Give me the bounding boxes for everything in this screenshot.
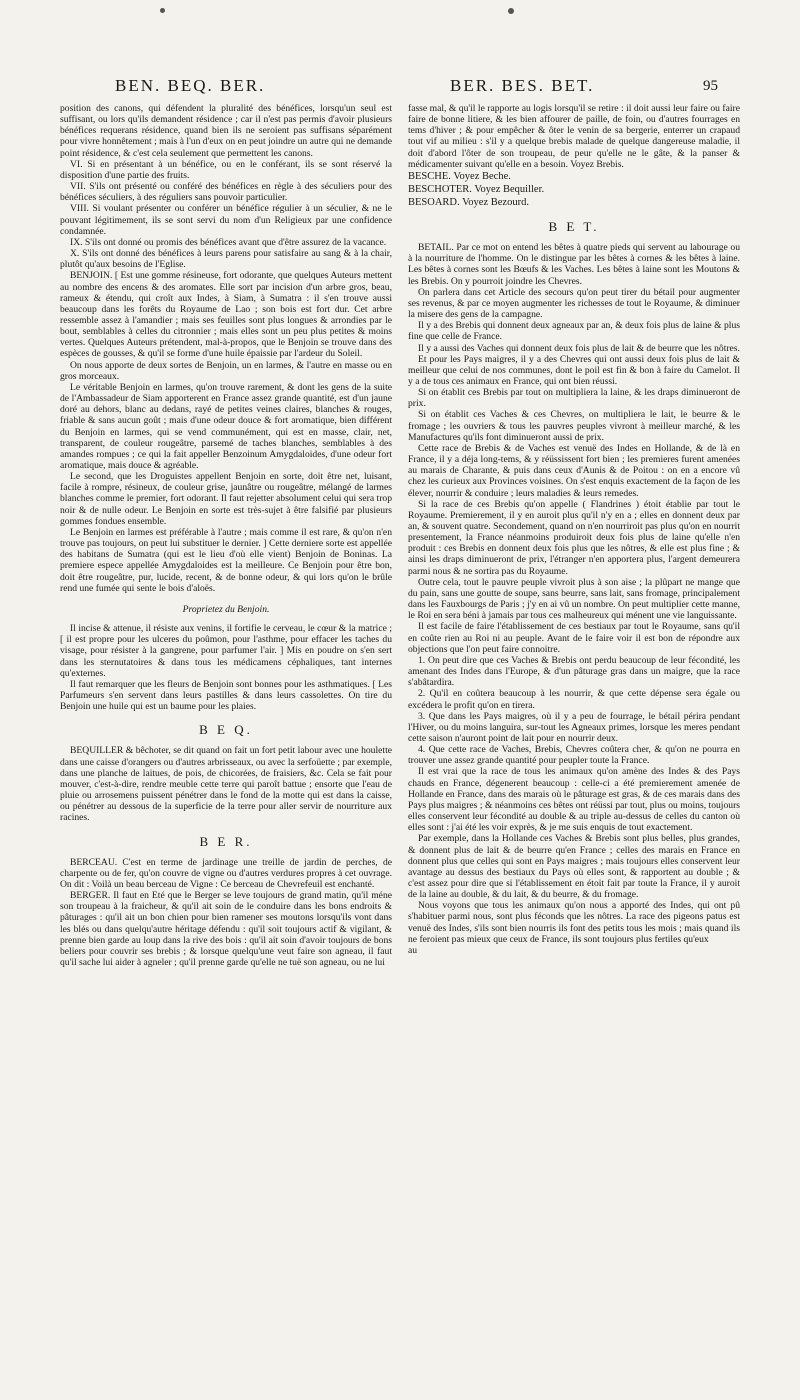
left-paragraph: position des canons, qui défendent la pluralité des bénéfices, lorsqu'un seul est suffisant, ou lors qu'ils demandent résidence ; car il n'est pas permis d'avoir plusieurs bénéfices requerans résidence, quand bien ils ne seroient pas suffisans séparément pour vivre honnêtement ; mais à l'un d'eux on en peut joindre un autre qui ne demande point résidence, & c'est cela seulement que permettent les canons.	[60, 103, 392, 159]
right-paragraph: 2. Qu'il en coûtera beaucoup à les nourrir, & que cette dépense sera égale ou excédera le profit qu'on en tirera.	[408, 688, 740, 711]
left-paragraph: Le Benjoin en larmes est préférable à l'autre ; mais comme il est rare, & qu'on n'en trouve pas toujours, on peut lui substituer le dernier. ] Cette derniere sorte est appellée des habitans de Sumatra (qui est le lieu d'où elle vient) Benjoin de Boninas. La premiere espece appellée Amygdaloides est la meilleure. Ce Benjoin pour être bon, doit être rougeâtre, pur, lucide, recent, & de bonne odeur, & qui lors qu'on le brûle rend une fumée qui sente le bois d'aloës.	[60, 526, 392, 594]
right-column	[408, 103, 740, 956]
left-paragraph: IX. S'ils ont donné ou promis des bénéfices avant que d'être assurez de la vacance.	[70, 236, 387, 248]
left-paragraph: VII. S'ils ont présenté ou conféré des bénéfices en règle à des séculiers pour des bénéfices séculiers, à des réguliers sans pouvoir particulier.	[60, 181, 392, 204]
left-paragraph: VI. Si en présentant à un bénéfice, ou en le conférant, ils se sont réservé la disposition d'une partie des fruits.	[60, 158, 392, 181]
right-paragraph: Si on établit ces Brebis par tout on multipliera la laine, & les draps diminueront de prix.	[408, 387, 740, 410]
left-paragraph: BERGER. Il faut en Eté que le Berger se leve toujours de grand matin, qu'il méne son troupeau à la fraicheur, & qu'il ait soin de le conduire dans les bons endroits & pâturages : qu'il ait un bon chien pour bien ramener ses moutons lorsqu'ils vont dans les blés ou dans quelqu'autre héritage défendu : qu'il soit toujours actif & vigilant, & prenne bien garde au loup dans la rive des bois : qu'il ait soin d'avoir toujours de bons beliers pour couvrir ses brebis ; & lorsque quelqu'une veut faire son agneau, il faut qu'il sache lui aider à agneler ; qu'il prenne garde qu'elle ne tuë son agneau, ou ne lui	[60, 890, 392, 969]
right-paragraph: Il est facile de faire l'établissement de ces bestiaux par tout le Royaume, sans qu'il en coûte rien au Roi ni au peuple. Avant de le faire voir il est bon de répondre aux objections que l'on peut faire connoitre.	[408, 621, 740, 655]
right-paragraph: 3. Que dans les Pays maigres, où il y a peu de fourrage, le bétail périra pendant l'Hiver, ou du moins languira, sur-tout les Agneaux primes, lorsque les meres pendant cette saison n'auront point de lait pour en nourrir deux.	[408, 710, 740, 744]
right-paragraph: Il y a des Brebis qui donnent deux agneaux par an, & deux fois plus de laine & plus fine que celle de France.	[408, 320, 740, 343]
right-paragraph: fasse mal, & qu'il le rapporte au logis lorsqu'il se retire : il doit aussi leur faire ou faire faire de bonne litiere, & les bien affourer de paille, de foin, ou d'autres fourrages en tems d'hiver ; & pour empêcher & ôter le venin de sa bergerie, enterrer un crapaud tout vif au milieu : s'il y a quelque brebis malade de quelque dangereuse maladie, il doit d'abord l'ôter de son troupeau, de peur qu'elle ne le gâte, & la panser & médicamenter suivant qu'elle en a besoin. Voyez Brebis.	[408, 103, 740, 170]
right-paragraph: 1. On peut dire que ces Vaches & Brebis ont perdu beaucoup de leur fécondité, les amenant des Indes dans l'Europe, & d'un pâturage gras dans un maigre, que la race s'abâtardira.	[408, 654, 740, 689]
right-paragraph: Il y a aussi des Vaches qui donnent deux fois plus de lait & de beurre que les nôtres.	[418, 342, 740, 354]
running-header	[0, 76, 800, 100]
left-paragraph: BEQUILLER & bêchoter, se dit quand on fait un fort petit labour avec une houlette dans une caisse d'orangers ou d'autres arbrisseaux, ou avec la serfoüette ; par exemple, dans une planche de laitues, de pois, de chicorées, de fraisiers, &c. Cela se fait pour mouver, c'est-à-dire, rendre meuble cette terre qui paroît battue ; ensorte que l'eau de pluie ou arrosemens puissent pénétrer dans le fond de la motte qui est dans la caisse, ou pénétrer au dessous de la superficie de la terre pour aller servir de nourriture aux racines.	[60, 745, 392, 824]
left-paragraph: BENJOIN. [ Est une gomme résineuse, fort odorante, que quelques Auteurs mettent au nombre des encens & des aromates. Elle sort par incision d'un arbre gros, beau, rameux & étendu, qui croît aux Indes, à Siam, à Sumatra : il s'en trouve aussi beaucoup dans les forêts du Royaume de Lao ; son bois est fort dur. Cet arbre ressemble assez à l'amandier ; mais ses feuilles sont plus longues & arrondies par le bout, semblables à celles du citronnier ; mais elles sont un peu plus petites & moins vertes. Quelques Auteurs prétendent, mal-à-propos, que le Benjoin se trouve dans des espèces de gousses, & qu'il se forme d'une huile épaissie par l'ardeur du Soleil.	[60, 270, 392, 360]
right-cross-reference: BESOARD. Voyez Bezourd.	[408, 196, 529, 208]
left-paragraph: On nous apporte de deux sortes de Benjoin, un en larmes, & l'autre en masse ou en gros morceaux.	[60, 359, 392, 382]
header-left-keywords: BEN. BEQ. BER.	[115, 76, 266, 95]
right-paragraph: au	[408, 944, 418, 956]
page-number: 95	[703, 78, 718, 94]
ink-spot	[160, 8, 165, 13]
right-paragraph: BETAIL. Par ce mot on entend les bêtes à quatre pieds qui servent au labourage ou à la nourriture de l'homme. On le distingue par les bêtes à cornes & les bêtes à laine. Les bêtes à cornes sont les Bœufs & les Vaches. Les bêtes à laine sont les Moutons & les Brebis. On y pourroit joindre les Chevres.	[408, 242, 740, 287]
left-paragraph: Il incise & attenue, il résiste aux venins, il fortifie le cerveau, le cœur & la matrice ; [ il est propre pour les ulceres du poûmon, pour l'asthme, pour effacer les taches du visage, pour résister à la gangrene, pour parfumer l'air. ] Mis en poudre on s'en sert dans les sternutatoires & dans tous les médicamens céphaliques, tant internes qu'externes.	[60, 623, 392, 679]
right-paragraph: 4. Que cette race de Vaches, Brebis, Chevres coûtera cher, & qu'on ne pourra en trouver une assez grande quantité pour peupler toute la France.	[408, 744, 740, 767]
right-paragraph: Par exemple, dans la Hollande ces Vaches & Brebis sont plus belles, plus grandes, & donnent plus de lait & de beurre qu'en France ; celles des marais en France en donnent plus que celles qui sont en Pays maigres ; mais toujours elles conservent leur avantage au dessus des bestiaux du Pays où elles sont, & rapportent au double ; & c'est assez pour dire que si l'établissement en étoit fait par toute la France, il y auroit de la laine au double, & du lait, & du beurre, & du fromage.	[408, 833, 740, 901]
right-paragraph: Cette race de Brebis & de Vaches est venuë des Indes en Hollande, & de là en France, il y a déja long-tems, & y réüssissent fort bien ; les premieres furent amenées au marais de Charante, & puis dans ceux d'Aunis & de Poitou : on en a encore vû chez les curieux aux Provinces voisines. On s'est enquis exactement de la façon de les élever, nourrir & conduire ; leurs maladies & leurs remedes.	[408, 442, 740, 499]
header-right-keywords: BER. BES. BET.	[450, 76, 595, 95]
left-paragraph: X. S'ils ont donné des bénéfices à leurs parens pour satisfaire au sang & à la chair, plutôt qu'aux besoins de l'Eglise.	[60, 248, 392, 271]
right-paragraph: Il est vrai que la race de tous les animaux qu'on amène des Indes & des Pays chauds en France, dégenerent beaucoup : celle-ci a été premierement amenée de Hollande en France, dans des marais où le pâturage est gras, & de ces marais dans des Pays plus maigres ; & néanmoins ces bêtes ont réüssi par tout, plus ou moins, toujours elles conservent leur fécondité au double & au triple au-dessus de celles du canton où elles sont : j'ai été les voir exprès, & je me suis enquis de tout exactement.	[408, 766, 740, 834]
right-paragraph: Et pour les Pays maigres, il y a des Chevres qui ont aussi deux fois plus de lait & meilleur que celui de nos communes, dont le poil est fin & bon à faire du Camelot. Il y a de tous ces animaux en France, qui ont bien réussi.	[408, 353, 740, 387]
left-section-heading: B E R.	[199, 833, 253, 849]
left-subheading: Proprietez du Benjoin.	[182, 603, 270, 615]
left-paragraph: VIII. Si voulant présenter ou conférer un bénéfice régulier à un séculier, & ne le pouvant légitimement, ils se sont servi du nom d'un Religieux par une confidence condamnée.	[60, 203, 392, 237]
right-paragraph: Outre cela, tout le pauvre peuple vivroit plus à son aise ; la plûpart ne mange que du pain, sans une goutte de soupe, sans beurre, sans lait, sans fromage, principalement dans les Fauxbourgs de Paris ; j'y en ai vû un nombre. On peut multiplier cette manne, le Roi en sera béni à jamais par tous ces malheureux qui ménent une vie languissante.	[408, 576, 740, 622]
right-paragraph: Si on établit ces Vaches & ces Chevres, on multipliera le lait, le beurre & le fromage ; les ouvriers & tous les pauvres peuples vivront à meilleur marché, & les Manufactures qu'ils font diminueront aussi de prix.	[408, 409, 740, 443]
left-paragraph: Le véritable Benjoin en larmes, qu'on trouve rarement, & dont les gens de la suite de l'Ambassadeur de Siam apporterent en France assez grande quantité, est d'un jaune doré au dehors, blanc au dedans, rayé de petites veines claires, blanches & rouges, friable & sans aucun goût ; mais d'une odeur douce & fort aromatique, bien différent du Benjoin en larmes, qui se vend communément, qui est en masse, clair, net, transparent, de couleur rougeâtre, parsemé de taches blanches, semblables à des amandes rompues ; ce qui la fait appeller Benzoinum Amygdaloides, d'une odeur fort aromatique, mais douce & agréable.	[60, 381, 392, 471]
left-paragraph: BERCEAU. C'est en terme de jardinage une treille de jardin de perches, de charpente ou de fer, qu'on couvre de vigne ou d'autres verdures propres à cet ouvrage. On dit : Voilà un beau berceau de Vigne : Ce berceau de Chevrefeuil est enchanté.	[60, 856, 392, 890]
right-paragraph: Si la race de ces Brebis qu'on appelle ( Flandrines ) étoit établie par tout le Royaume. Premierement, il y en auroit plus qu'il n'y en a ; elles en donnent deux par an, & souvent quatre. Secondement, quand on n'en nourriroit pas plus qu'on en nourrit presentement, la France néanmoins produiroit deux fois plus de laine qu'elle n'en produit : ces Brebis en donnent deux fois plus que les nôtres, & elle est plus fine ; & ainsi les draps diminueront de prix, l'étranger n'en apportera plus, l'argent demeurera parmi nous & ne sortira pas du Royaume.	[408, 498, 740, 577]
left-paragraph: Le second, que les Droguistes appellent Benjoin en sorte, doit être net, luisant, facile à rompre, résineux, de couleur grise, jaunâtre ou rougeâtre, mélangé de larmes blanches comme le premier, fort odorant. Il faut rejetter absolument celui qui sera trop noir & de nulle odeur. Le Benjoin en sorte est très-sujet à être falsifié par plusieurs gommes fondues ensemble.	[60, 471, 392, 527]
left-paragraph: Il faut remarquer que les fleurs de Benjoin sont bonnes pour les asthmatiques. [ Les Parfumeurs s'en servent dans leurs pastilles & dans leurs cassolettes. On tire du Benjoin une huile qui est un baume pour les plaies.	[60, 678, 392, 713]
right-paragraph: Nous voyons que tous les animaux qu'on nous a apporté des Indes, qui ont pû s'habituer parmi nous, sont plus féconds que les nôtres. La race des pigeons patus est venuë des Indes, s'ils sont bien nourris ils font des petits tous les mois ; mais quand ils ne feroient pas mieux que ceux de France, ils sont toujours plus fertiles qu'eux	[408, 900, 740, 945]
right-paragraph: On parlera dans cet Article des secours qu'on peut tirer du bétail pour augmenter ses revenus, & par ce moyen augmenter les richesses de tout le Royaume, & diminuer la misere des gens de la campagne.	[408, 286, 740, 321]
left-column	[60, 103, 392, 968]
left-section-heading: B E Q.	[199, 722, 253, 738]
right-section-heading: B E T.	[548, 218, 600, 234]
right-cross-reference: BESCHOTER. Voyez Bequiller.	[408, 183, 545, 195]
ink-spot	[508, 8, 514, 14]
right-cross-reference: BESCHE. Voyez Beche.	[408, 170, 511, 182]
